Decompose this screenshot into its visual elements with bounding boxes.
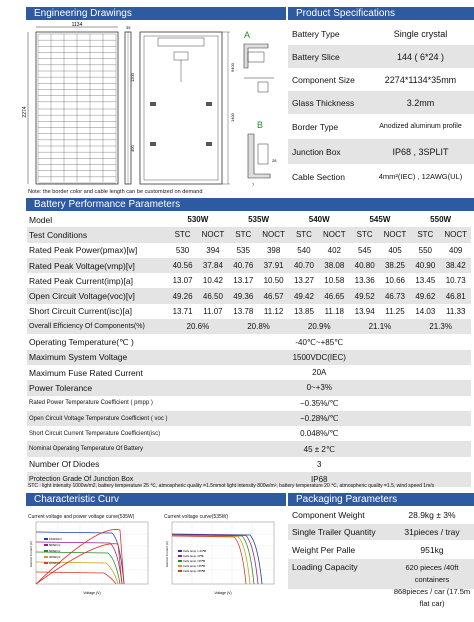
table-cell: 49.52 bbox=[350, 288, 380, 303]
packaging-row-pallet-weight bbox=[288, 541, 474, 558]
product-specifications-header: Product Specifications bbox=[288, 7, 474, 20]
efficiency-cell: 20.9% bbox=[289, 319, 350, 334]
legend-item: Cells temp.=65℃ bbox=[183, 569, 205, 573]
param-row bbox=[27, 350, 471, 365]
param-label: Open Circuit Voltage Temperature Coefficient ( voc ) bbox=[27, 411, 168, 426]
table-cell: STC bbox=[228, 227, 258, 242]
model-cell: 530W bbox=[187, 215, 209, 225]
table-cell: 13.27 bbox=[293, 276, 314, 286]
table-cell: 13.78 bbox=[233, 306, 254, 316]
dim-label: 28 bbox=[272, 158, 277, 163]
row-label: Short Circuit Current(isc)[a] bbox=[29, 306, 132, 317]
table-cell: 38.42 bbox=[440, 258, 471, 273]
side-width-label: 35 bbox=[126, 25, 131, 30]
panel-back-view bbox=[130, 32, 235, 184]
table-cell: STC bbox=[289, 227, 319, 242]
table-cell: 46.81 bbox=[440, 288, 471, 303]
packaging-parameters-header: Packaging Parameters bbox=[288, 493, 474, 506]
table-cell: NOCT bbox=[319, 227, 350, 242]
table-cell: 49.62 bbox=[410, 288, 440, 303]
efficiency-cell: 21.1% bbox=[350, 319, 411, 334]
param-value: 1500VDC(IEC) bbox=[168, 350, 471, 365]
table-cell: 10.73 bbox=[445, 276, 466, 286]
y-axis-label: Electric Current (A) bbox=[29, 541, 33, 567]
param-label: Power Tolerance bbox=[27, 380, 168, 395]
spec-row-junction-box bbox=[288, 139, 474, 164]
param-label: Operating Temperature(℃ ) bbox=[29, 336, 134, 347]
spec-row-battery-type bbox=[288, 22, 474, 45]
legend-item: 200W/m² bbox=[49, 561, 61, 565]
table-cell: 540 bbox=[297, 245, 311, 255]
dim-label: 7 bbox=[252, 182, 255, 187]
param-value: 20A bbox=[312, 368, 327, 378]
param-label: Number Of Diodes bbox=[29, 459, 100, 470]
param-value: 45 ± 2℃ bbox=[168, 441, 471, 456]
spec-key: Cable Section bbox=[292, 171, 345, 182]
spec-value: 4mm²(IEC) , 12AWG(UL) bbox=[378, 172, 463, 181]
x-axis-label: Voltage (V) bbox=[83, 591, 101, 595]
drawing-height-label: 2274 bbox=[22, 106, 28, 118]
model-label: Model bbox=[29, 214, 53, 225]
model-cell: 545W bbox=[369, 215, 391, 225]
table-cell: 13.71 bbox=[172, 306, 193, 316]
model-cell: 550W bbox=[430, 215, 452, 225]
dim-label: 1400 bbox=[230, 113, 235, 122]
table-cell: 10.50 bbox=[263, 276, 284, 286]
iv-power-curve-plot bbox=[28, 520, 152, 596]
characteristic-curve-header: Characteristic Curv bbox=[26, 493, 286, 506]
table-cell: 46.50 bbox=[198, 288, 229, 303]
x-axis-label: Voltage (V) bbox=[214, 591, 232, 595]
param-row bbox=[27, 411, 471, 426]
table-cell: STC bbox=[350, 227, 380, 242]
drawing-width-label: 1134 bbox=[71, 22, 83, 28]
table-cell: 40.56 bbox=[168, 258, 198, 273]
dim-label: 9400 bbox=[230, 63, 235, 72]
spec-value: Anodized aluminum profile bbox=[379, 123, 462, 130]
packaging-value: 951kg bbox=[420, 544, 444, 555]
param-label: Nominal Operating Temperature Of Battery bbox=[27, 441, 168, 456]
performance-table bbox=[27, 212, 471, 487]
table-cell: 11.33 bbox=[445, 306, 466, 316]
spec-key: Glass Thickness bbox=[292, 97, 355, 108]
spec-value: IP68 , 3SPLIT bbox=[392, 146, 449, 157]
packaging-row-loading-capacity bbox=[288, 559, 474, 608]
table-cell: 40.80 bbox=[350, 258, 380, 273]
table-row bbox=[27, 273, 471, 288]
param-value: 0.048%/℃ bbox=[300, 429, 339, 439]
row-label: Rated Peak Power(pmax)[w] bbox=[29, 245, 138, 256]
table-cell: 49.36 bbox=[228, 288, 258, 303]
spec-key: Component Size bbox=[292, 74, 355, 85]
param-value: −0.35%/℃ bbox=[299, 398, 339, 408]
param-value: -40℃~+85℃ bbox=[295, 337, 344, 347]
param-label: Protection Grade Of Junction Box bbox=[27, 472, 168, 487]
legend-item: 400W/m² bbox=[49, 555, 61, 559]
engineering-drawing bbox=[22, 22, 282, 188]
table-cell: 49.42 bbox=[289, 288, 319, 303]
legend-item: 600W/m² bbox=[49, 549, 61, 553]
test-conditions-footnote: STC : light intensity 1000w/m2, battery temperature 25 ℃, atmospheric quality =1.5mmot light intensity 800w/m², battery temperature 20 ℃, atmospheric quality =1.5, wind speed 1m/s bbox=[28, 483, 435, 489]
spec-row-battery-slice bbox=[288, 45, 474, 68]
table-cell: 40.90 bbox=[410, 258, 440, 273]
table-cell: 13.36 bbox=[354, 276, 375, 286]
efficiency-cell: 21.3% bbox=[410, 319, 471, 334]
table-cell: NOCT bbox=[440, 227, 471, 242]
param-row bbox=[27, 426, 471, 441]
iv-temperature-curve-chart bbox=[164, 514, 280, 601]
packaging-key: Weight Per Palle bbox=[292, 544, 356, 555]
spec-row-component-size bbox=[288, 68, 474, 91]
table-cell: 535 bbox=[236, 245, 250, 255]
table-cell: 13.07 bbox=[172, 276, 193, 286]
packaging-row-trailer-quantity bbox=[288, 524, 474, 540]
table-cell: NOCT bbox=[380, 227, 411, 242]
table-cell: 545 bbox=[357, 245, 372, 255]
table-cell: 46.65 bbox=[319, 288, 350, 303]
efficiency-cell: 20.8% bbox=[228, 319, 289, 334]
spec-row-border-type bbox=[288, 114, 474, 139]
packaging-value: 31pieces / tray bbox=[404, 527, 460, 537]
table-cell: STC bbox=[410, 227, 440, 242]
iv-power-curve-chart bbox=[28, 514, 152, 601]
packaging-key: Single Trailer Quantity bbox=[292, 527, 376, 537]
param-row bbox=[27, 365, 471, 380]
table-cell: NOCT bbox=[198, 227, 229, 242]
dim-label: 400 bbox=[130, 145, 135, 152]
spec-row-glass-thickness bbox=[288, 91, 474, 114]
table-cell: 398 bbox=[266, 245, 281, 255]
packaging-key: Component Weight bbox=[292, 509, 365, 520]
engineering-drawings-header: Engineering Drawings bbox=[26, 7, 286, 20]
param-label: Short Circuit Current Temperature Coefficient(isc) bbox=[29, 430, 161, 437]
table-cell: 13.94 bbox=[354, 306, 375, 316]
table-row bbox=[27, 304, 471, 319]
param-value: IP68 bbox=[168, 472, 471, 487]
model-row bbox=[27, 212, 471, 227]
spec-value: 3.2mm bbox=[406, 97, 435, 108]
packaging-value bbox=[390, 562, 474, 610]
table-cell: 40.76 bbox=[228, 258, 258, 273]
param-row bbox=[27, 457, 471, 472]
efficiency-cell: 20.6% bbox=[168, 319, 229, 334]
curve-title: Current voltage and power voltage curve(535W) bbox=[28, 514, 135, 520]
model-cell: 535W bbox=[248, 215, 269, 225]
param-row bbox=[27, 396, 471, 411]
legend-item: Cells temp.=0℃ bbox=[183, 554, 204, 558]
legend-item: Cells temp.=25℃ bbox=[183, 559, 205, 563]
spec-key: Border Type bbox=[292, 121, 339, 132]
table-cell: 530 bbox=[175, 245, 190, 255]
table-cell: STC bbox=[168, 227, 198, 242]
table-cell: 11.12 bbox=[263, 306, 284, 316]
legend-item: 1000W/m² bbox=[49, 537, 62, 541]
y-axis-label: Electric Current (A) bbox=[165, 541, 169, 567]
table-cell: 49.26 bbox=[168, 288, 198, 303]
table-cell: 38.08 bbox=[319, 258, 350, 273]
param-label: Maximum System Voltage bbox=[27, 350, 168, 365]
table-cell: 13.85 bbox=[293, 306, 314, 316]
dim-label: 1200 bbox=[130, 73, 135, 82]
loading-capacity-containers: 620 pieces /40ft containers bbox=[405, 563, 459, 584]
customization-note: Note: the border color and cable length can be customized on demand bbox=[28, 189, 203, 195]
efficiency-row bbox=[27, 319, 471, 334]
table-cell: 405 bbox=[388, 245, 402, 255]
efficiency-label: Overall Efficiency Of Components(%) bbox=[27, 319, 168, 334]
table-cell: 13.45 bbox=[415, 276, 436, 286]
table-cell: 46.73 bbox=[380, 288, 411, 303]
table-cell: NOCT bbox=[258, 227, 289, 242]
spec-value: 144 ( 6*24 ) bbox=[396, 51, 445, 62]
param-row bbox=[27, 441, 471, 456]
detail-view-a bbox=[244, 30, 274, 92]
table-cell: 394 bbox=[206, 245, 220, 255]
battery-performance-header: Battery Performance Parameters bbox=[26, 198, 474, 211]
spec-value: Single crystal bbox=[393, 28, 448, 39]
iv-temperature-curve-plot bbox=[164, 520, 280, 596]
table-cell: 10.42 bbox=[202, 276, 223, 286]
test-conditions-label: Test Conditions bbox=[27, 227, 168, 242]
curve-title: Current voltage curve(535W) bbox=[164, 514, 229, 520]
table-cell: 402 bbox=[327, 245, 341, 255]
table-row bbox=[27, 243, 471, 258]
param-row bbox=[27, 380, 471, 395]
row-label: Open Circuit Voltage(voc)[v] bbox=[27, 288, 168, 303]
table-cell: 550 bbox=[418, 245, 433, 255]
table-cell: 10.58 bbox=[324, 276, 345, 286]
param-row bbox=[27, 334, 471, 349]
table-cell: 11.18 bbox=[324, 306, 345, 316]
param-value: −0.28%/℃ bbox=[168, 411, 471, 426]
table-cell: 46.57 bbox=[258, 288, 289, 303]
spec-key: Battery Slice bbox=[292, 51, 340, 62]
spec-key: Battery Type bbox=[292, 28, 340, 39]
spec-key: Junction Box bbox=[292, 146, 341, 157]
row-label: Rated Peak Voltage(vmp)[v] bbox=[27, 258, 168, 273]
table-cell: 37.91 bbox=[258, 258, 289, 273]
table-row bbox=[27, 288, 471, 303]
row-label: Rated Peak Current(imp)[a] bbox=[29, 275, 133, 286]
spec-value: 2274*1134*35mm bbox=[384, 74, 457, 85]
param-value: 0~+3% bbox=[168, 380, 471, 395]
table-cell: 409 bbox=[449, 245, 463, 255]
table-row bbox=[27, 258, 471, 273]
detail-marker-a: A bbox=[244, 30, 251, 40]
packaging-key: Loading Capacity bbox=[292, 562, 358, 572]
table-cell: 11.25 bbox=[385, 306, 405, 316]
legend-item: Cells temp.=-40℃ bbox=[183, 549, 206, 553]
detail-view-b bbox=[248, 120, 277, 187]
legend-item: Cells temp.=45℃ bbox=[183, 564, 205, 568]
param-label: Rated Power Temperature Coefficient ( pmpp ) bbox=[29, 400, 153, 407]
model-cell: 540W bbox=[308, 215, 330, 225]
spec-row-cable-section bbox=[288, 164, 474, 189]
param-label: Maximum Fuse Rated Current bbox=[29, 367, 143, 378]
legend-item: 800W/m² bbox=[49, 543, 61, 547]
table-cell: 40.70 bbox=[289, 258, 319, 273]
table-cell: 37.84 bbox=[198, 258, 229, 273]
test-conditions-row bbox=[27, 227, 471, 242]
table-cell: 38.25 bbox=[380, 258, 411, 273]
panel-side-view bbox=[125, 32, 131, 184]
table-cell: 10.66 bbox=[384, 276, 405, 286]
table-cell: 13.17 bbox=[233, 276, 254, 286]
detail-marker-b: B bbox=[257, 120, 264, 130]
table-cell: 11.07 bbox=[203, 306, 223, 316]
packaging-row-weight bbox=[288, 507, 474, 522]
param-value: 3 bbox=[317, 459, 322, 469]
loading-capacity-cars: 868pieces / car (17.5m flat car) bbox=[393, 587, 471, 608]
table-cell: 14.03 bbox=[415, 306, 436, 316]
packaging-value: 28.9kg ± 3% bbox=[408, 509, 456, 520]
panel-front-view bbox=[36, 32, 118, 184]
